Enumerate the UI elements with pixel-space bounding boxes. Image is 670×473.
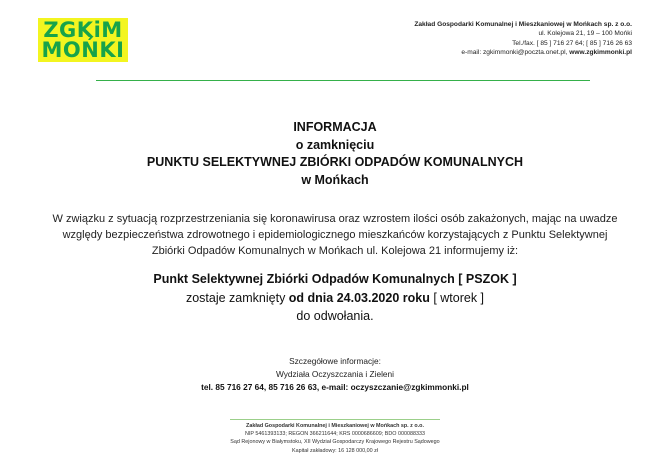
announcement-suffix: [ wtorek ] [429,290,485,305]
title-line-2: o zamknięciu [295,137,375,152]
logo-line-1: ZGKiM [43,18,123,42]
page-footer [0,422,670,455]
company-email[interactable]: e-mail: zgkimmonki@poczta.onet.pl, [461,49,570,57]
announcement-prefix: zostaje zamknięty [185,290,289,305]
closure-announcement [0,270,670,326]
logo-line-2: MOŃKI [41,38,125,62]
intro-line-2: względy bezpieczeństwa zdrowotnego i epidemiologicznego mieszkańców korzystających z Punktu Selektywnej [62,229,608,241]
footer-court: Sąd Rejonowy w Białymstoku, XII Wydział Gospodarczy Krajowego Rejestru Sądowego [230,439,440,446]
details-block [0,355,670,394]
company-contact-line [302,48,632,57]
intro-line-1: W związku z sytuacją rozprzestrzeniania się koronawirusa oraz wzrostem ilości osób zakażonych, mając na uwadze [52,213,618,225]
company-header [302,20,632,58]
company-address: ul. Kolejowa 21, 19 – 100 Mońki [538,30,632,38]
details-heading: Szczegółowe informacje: [289,356,381,366]
notice-title [0,119,670,189]
details-contact[interactable]: tel. 85 716 27 64, 85 716 26 63, e-mail: oczyszczanie@zgkimmonki.pl [201,382,469,392]
announcement-line-3: do odwołania. [296,309,374,323]
company-phone: Tel./fax. [ 85 ] 716 27 64; [ 85 ] 716 26 63 [512,39,632,47]
company-name: Zakład Gospodarki Komunalnej i Mieszkaniowej w Mońkach sp. z o.o. [414,21,632,28]
intro-paragraph [34,211,636,259]
title-line-3: PUNKTU SELEKTYWNEJ ZBIÓRKI ODPADÓW KOMUNALNYCH [146,155,524,169]
footer-ids: NIP 5461393133; REGON 366211644; KRS 0000686609; BDO 000088333 [245,431,425,438]
closure-date: od dnia 24.03.2020 roku [288,290,430,305]
footer-divider [230,419,440,420]
details-department: Wydziała Oczyszczania i Zieleni [276,369,394,379]
title-line-4: w Mońkach [301,172,369,187]
announcement-line-1: Punkt Selektywnej Zbiórki Odpadów Komunalnych [ PSZOK ] [153,272,517,286]
footer-company-name: Zakład Gospodarki Komunalnej i Mieszkaniowej w Mońkach sp. z o.o. [246,423,424,429]
footer-capital: Kapitał zakładowy: 16 128 000,00 zł [291,447,378,454]
header-divider [96,80,590,81]
intro-line-3: Zbiórki Odpadów Komunalnych w Mońkach ul. Kolejowa 21 informujemy iż: [151,245,519,257]
company-logo [38,18,128,62]
company-website[interactable]: www.zgkimmonki.pl [569,49,632,57]
title-line-1: INFORMACJA [293,120,377,134]
announcement-line-2 [0,289,670,308]
